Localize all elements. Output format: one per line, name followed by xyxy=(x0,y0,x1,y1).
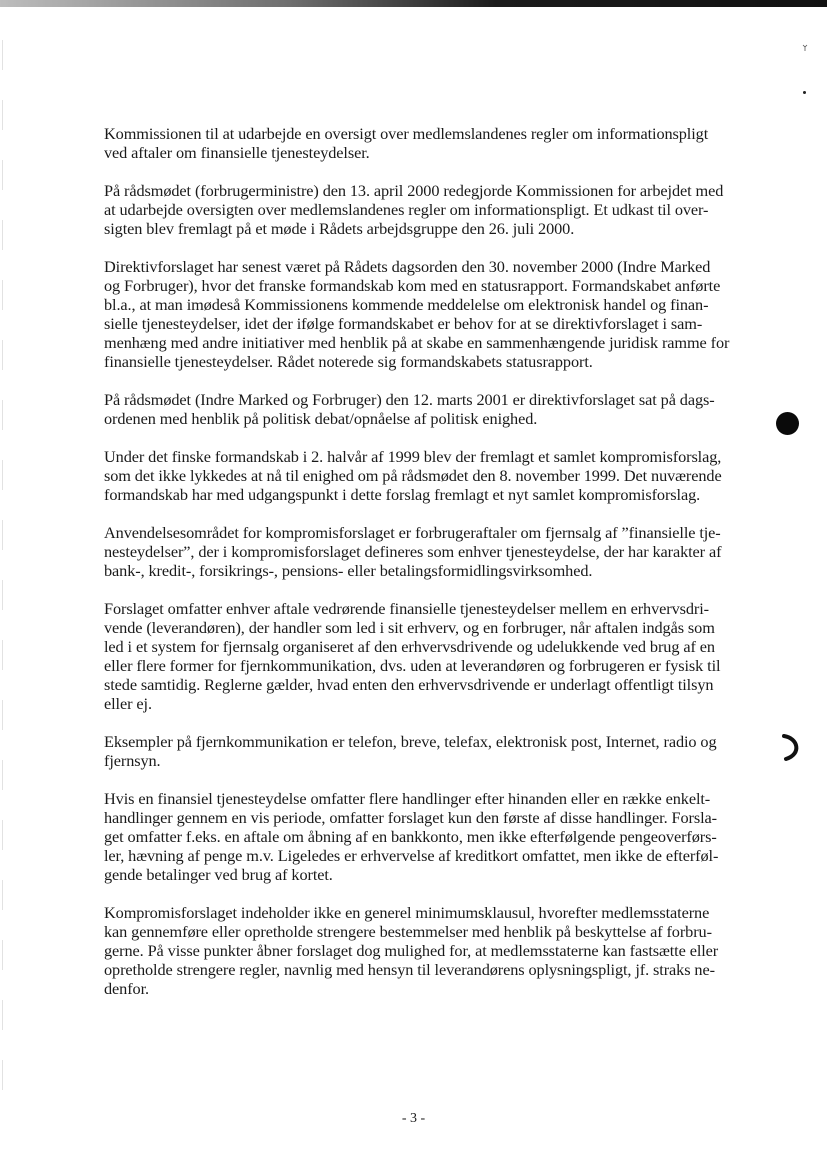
paragraph xyxy=(104,447,764,504)
text-line: gerne. På visse punkter åbner forslaget dog mulighed for, at medlemsstaterne kan fastsætte eller xyxy=(104,941,719,960)
text-line: get omfatter f.eks. en aftale om åbning af en bankkonto, men ikke efterfølgende pengeoverførs- xyxy=(104,827,717,846)
text-line: kan gennemføre eller opretholde strengere bestemmelser med henblik på beskyttelse af forbru- xyxy=(104,922,712,941)
text-line: og Forbruger), hvor det franske formandskab kom med en statusrapport. Formandskabet anførte xyxy=(104,276,721,295)
text-line: Hvis en finansiel tjenesteydelse omfatter flere handlinger efter hinanden eller en række enkelt- xyxy=(104,789,711,808)
text-line: handlinger gennem en vis periode, omfatter forslaget kun den første af disse handlinger. Forsla- xyxy=(104,808,717,827)
text-line: bank-, kredit-, forsikrings-, pensions- eller betalingsformidlingsvirksomhed. xyxy=(104,561,593,580)
text-line: gende betalinger ved brug af kortet. xyxy=(104,865,333,884)
text-line: menhæng med andre initiativer med henblik på at skabe en sammenhængende juridisk ramme for xyxy=(104,333,730,352)
punch-hole-edge-mark xyxy=(778,732,804,762)
text-line: Anvendelsesområdet for kompromisforslaget er forbrugeraftaler om fjernsalg af ”finansielle tje- xyxy=(104,523,721,542)
page-number: - 3 - xyxy=(401,1111,426,1126)
text-line: vende (leverandøren), der handler som led i sit erhverv, og en forbruger, når aftalen indgås som xyxy=(104,618,715,637)
text-line: fjernsyn. xyxy=(104,751,161,770)
paragraph xyxy=(104,181,764,238)
text-line: eller flere former for fjernkommunikation, dvs. uden at leverandøren og forbrugeren er fysisk til xyxy=(104,656,721,675)
paragraph xyxy=(104,903,764,998)
document-body xyxy=(104,124,764,1017)
punch-hole-mark xyxy=(776,412,799,435)
text-line: sigten blev fremlagt på et møde i Rådets arbejdsgruppe den 26. juli 2000. xyxy=(104,219,575,238)
text-line: som det ikke lykkedes at nå til enighed om på rådsmødet den 8. november 1999. Det nuværende xyxy=(104,466,722,485)
text-line: Direktivforslaget har senest været på Rådets dagsorden den 30. november 2000 (Indre Marked xyxy=(104,257,711,276)
text-line: ordenen med henblik på politisk debat/opnåelse af politisk enighed. xyxy=(104,409,538,428)
text-line: På rådsmødet (forbrugerministre) den 13. april 2000 redegjorde Kommissionen for arbejdet med xyxy=(104,181,724,200)
text-line: eller ej. xyxy=(104,694,152,713)
scan-speck xyxy=(802,44,808,52)
scan-speck-dot xyxy=(803,91,806,94)
text-line: På rådsmødet (Indre Marked og Forbruger) den 12. marts 2001 er direktivforslaget sat på dags- xyxy=(104,390,715,409)
text-line: denfor. xyxy=(104,979,149,998)
paragraph xyxy=(104,732,764,770)
scan-top-edge xyxy=(0,0,827,7)
text-line: opretholde strengere regler, navnlig med hensyn til leverandørens oplysningspligt, jf. straks ne- xyxy=(104,960,715,979)
text-line: formandskab har med udgangspunkt i dette forslag fremlagt et nyt samlet kompromisforslag. xyxy=(104,485,701,504)
paragraph xyxy=(104,789,764,884)
text-line: stede samtidig. Reglerne gælder, hvad enten den erhvervsdrivende er underlagt offentligt tilsyn xyxy=(104,675,714,694)
text-line: Forslaget omfatter enhver aftale vedrørende finansielle tjenesteydelser mellem en erhvervsdri- xyxy=(104,599,709,618)
paragraph xyxy=(104,257,764,371)
text-line: finansielle tjenesteydelser. Rådet noterede sig formandskabets statusrapport. xyxy=(104,352,593,371)
text-line: ved aftaler om finansielle tjenesteydelser. xyxy=(104,143,370,162)
text-line: Under det finske formandskab i 2. halvår af 1999 blev der fremlagt et samlet kompromisforslag, xyxy=(104,447,722,466)
text-line: Kompromisforslaget indeholder ikke en generel minimumsklausul, hvorefter medlemsstaterne xyxy=(104,903,710,922)
paragraph xyxy=(104,124,764,162)
text-line: sielle tjenesteydelser, idet der ifølge formandskabet er behov for at se direktivforslaget i sam- xyxy=(104,314,703,333)
text-line: Kommissionen til at udarbejde en oversigt over medlemslandenes regler om informationspligt xyxy=(104,124,709,143)
text-line: ler, hævning af penge m.v. Ligeledes er erhvervelse af kreditkort omfattet, men ikke de efterføl- xyxy=(104,846,719,865)
paragraph xyxy=(104,599,764,713)
text-line: nesteydelser”, der i kompromisforslaget defineres som enhver tjenesteydelse, der har karakter af xyxy=(104,542,722,561)
paragraph xyxy=(104,390,764,428)
text-line: led i et system for fjernsalg organiseret af den erhvervsdrivende og udelukkende ved brug af en xyxy=(104,637,715,656)
paragraph xyxy=(104,523,764,580)
text-line: bl.a., at man imødeså Kommissionens kommende meddelelse om elektronisk handel og finan- xyxy=(104,295,709,314)
text-line: at udarbejde oversigten over medlemslandenes regler om informationspligt. Et udkast til over- xyxy=(104,200,709,219)
scan-left-edge xyxy=(2,40,3,1120)
text-line: Eksempler på fjernkommunikation er telefon, breve, telefax, elektronisk post, Internet, radio og xyxy=(104,732,717,751)
